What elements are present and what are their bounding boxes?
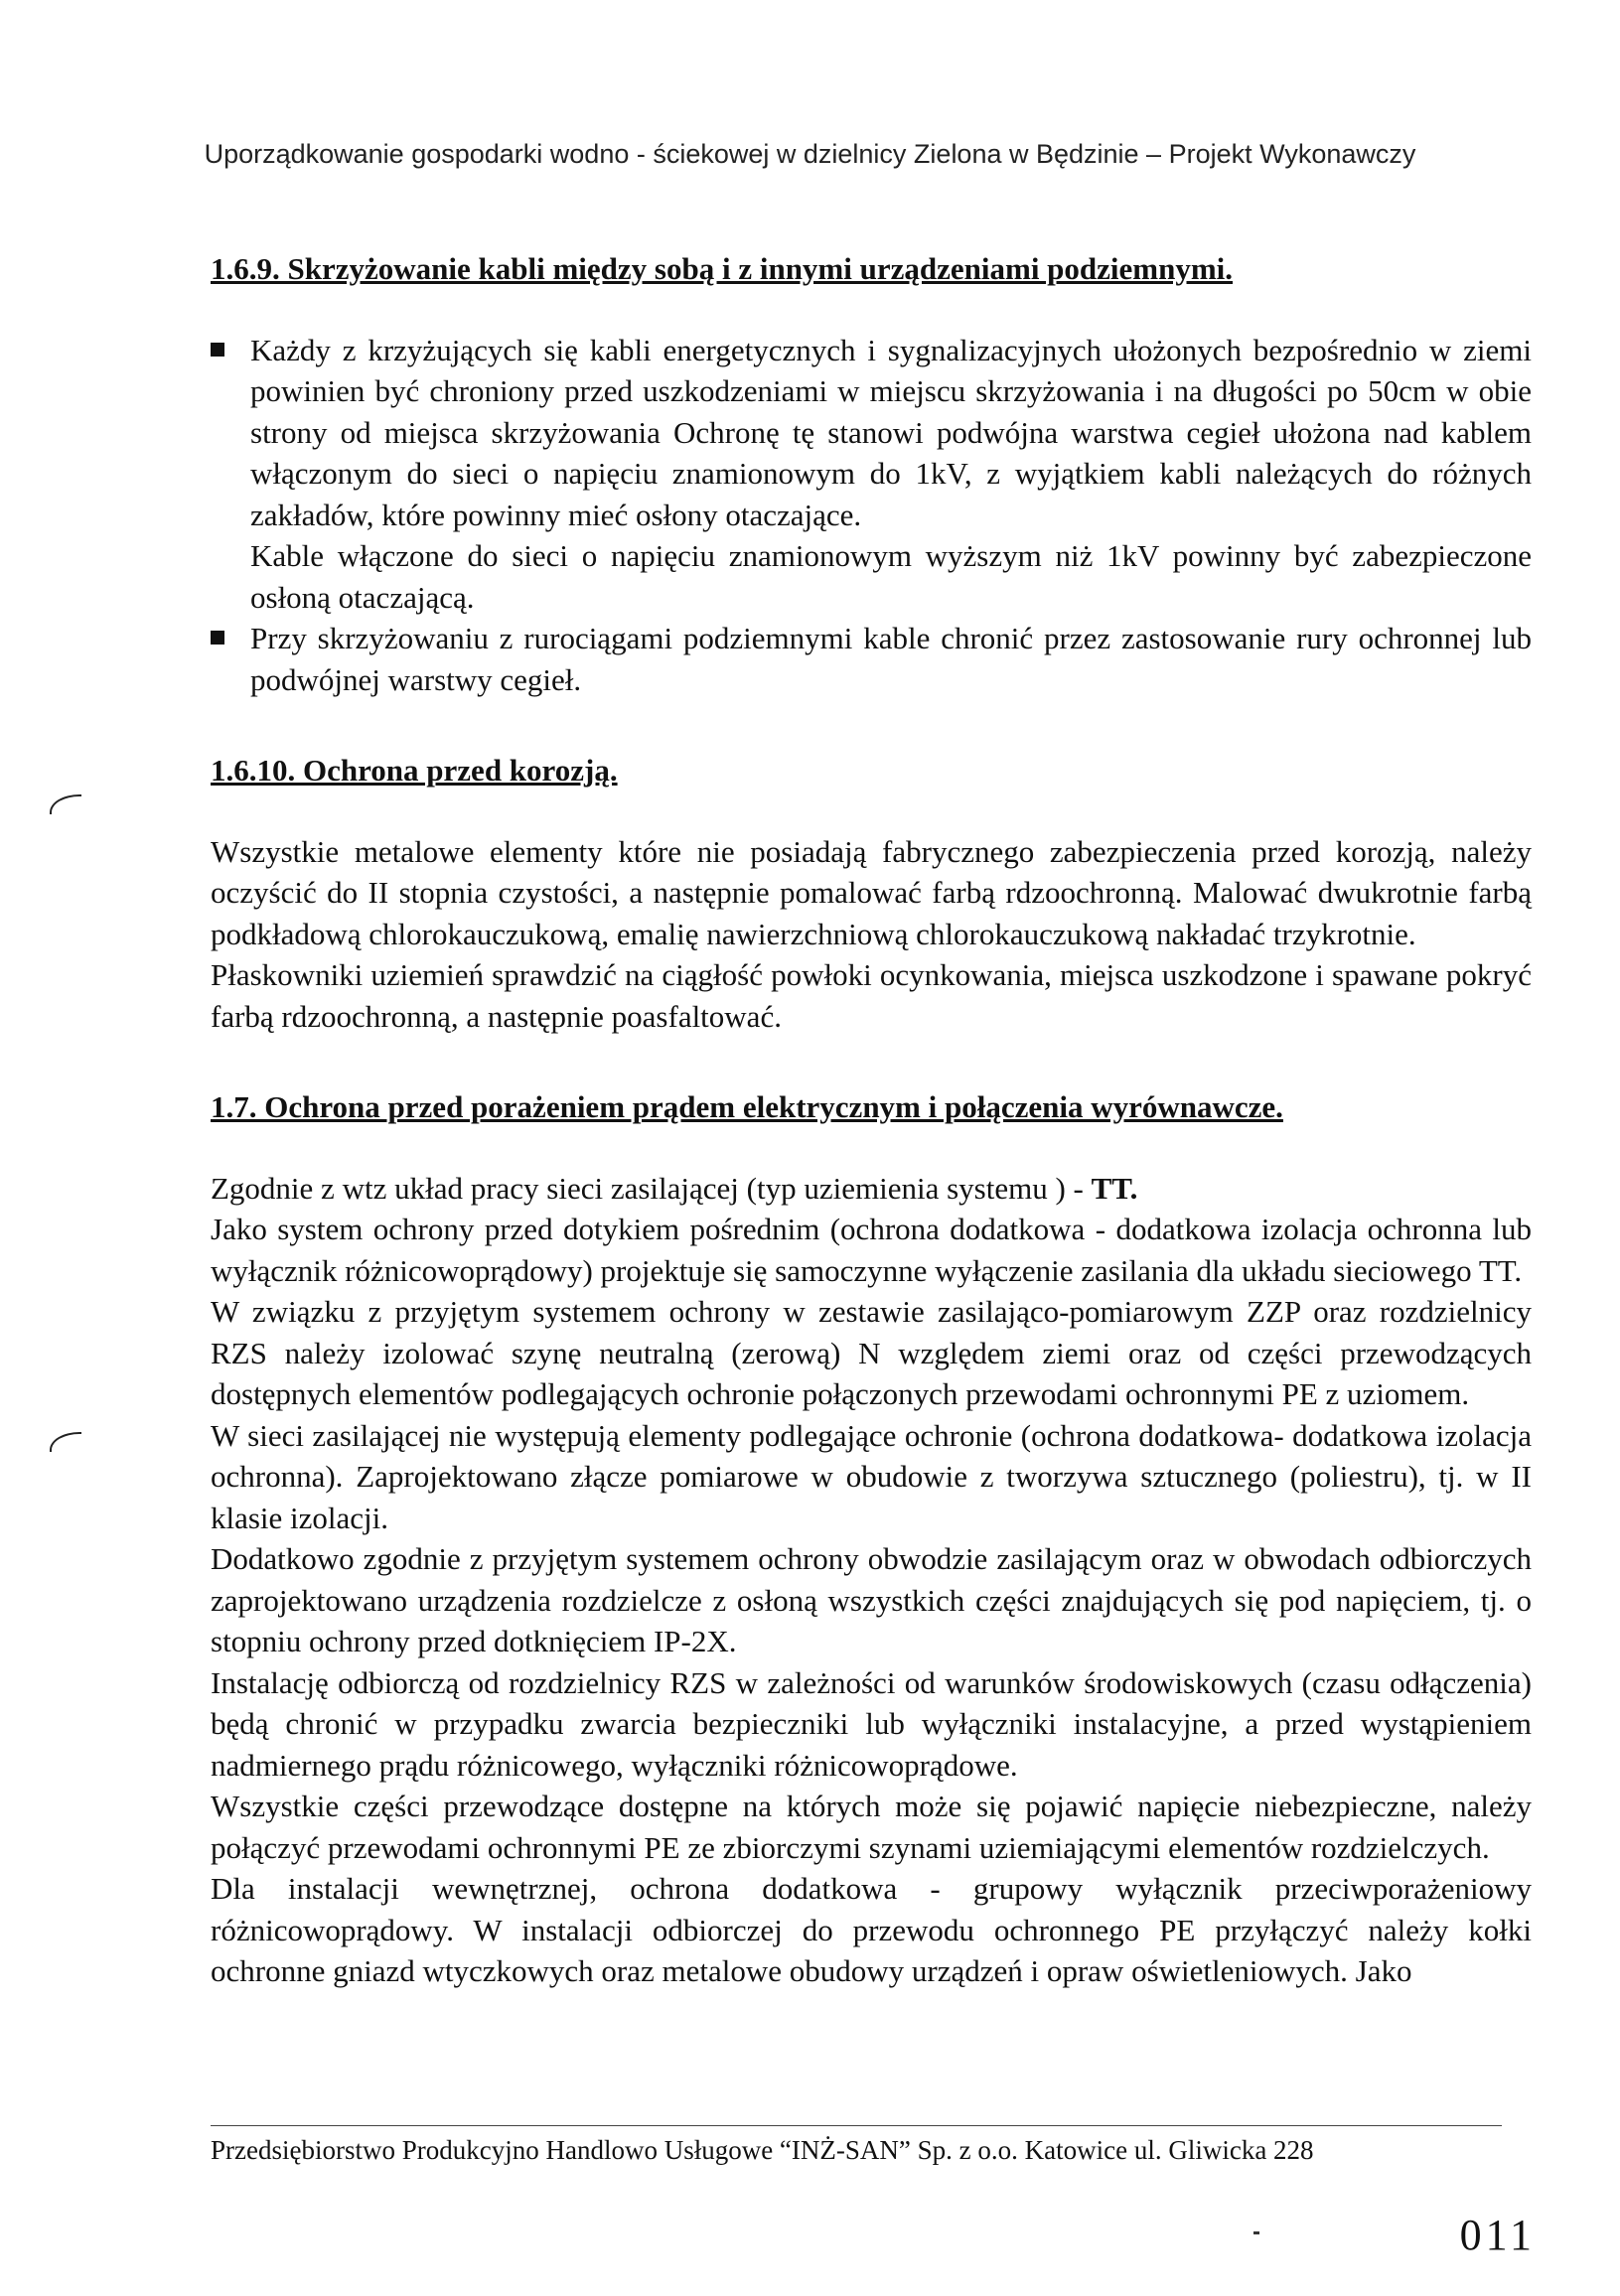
paragraph: W związku z przyjętym systemem ochrony w zestawie zasilająco-pomiarowym ZZP oraz rozdzielnicy RZS należy izolować szynę neutralną (zerową) N względem ziemi oraz od części przewodzących dostępnych elementów podlegających ochronie połączonych przewodami ochronnymi PE z uziomem. — [211, 1294, 1532, 1411]
list-item — [211, 618, 1532, 700]
section-heading: 1.6.9. Skrzyżowanie kabli między sobą i z innymi urządzeniami podziemnymi. — [211, 251, 1234, 286]
paragraph: W sieci zasilającej nie występują elementy podlegające ochronie (ochrona dodatkowa- dodatkowa izolacja ochronna). Zaprojektowano złącze pomiarowe w obudowie z tworzywa sztucznego (poliestru), tj. w II klasie izolacji. — [211, 1417, 1532, 1535]
paragraph: Dodatkowo zgodnie z przyjętym systemem ochrony obwodzie zasilającym oraz w obwodach odbiorczych zaprojektowano urządzenia rozdzielcze z osłoną wszystkich części znajdujących się pod napięciem, tj. o stopniu ochrony przed dotknięciem IP-2X. — [211, 1541, 1532, 1658]
section-heading: 1.7. Ochrona przed porażeniem prądem elektrycznym i połączenia wyrównawcze. — [211, 1089, 1283, 1124]
page-number: 011 — [1459, 2211, 1536, 2259]
paragraph — [211, 1168, 1532, 1210]
square-bullet-icon — [211, 343, 224, 357]
page-mark — [1253, 2231, 1259, 2234]
grounding-type: TT. — [1091, 1170, 1138, 1206]
paragraph: Płaskowniki uziemień sprawdzić na ciągłość powłoki ocynkowania, miejsca uszkodzone i spawane pokryć farbą rdzoochronną, a następnie poasfaltować. — [211, 957, 1532, 1034]
list-item-text: Każdy z krzyżujących się kabli energetycznych i sygnalizacyjnych ułożonych bezpośrednio w ziemi powinien być chroniony przed uszkodzeniami w miejscu skrzyżowania i na długości po 50cm w obie strony od miejsca skrzyżowania Ochronę tę stanowi podwójna warstwa cegieł ułożona nad kablem włączonym do sieci o napięciu znamionowym do 1kV, z wyjątkiem kabli należących do różnych zakładów, które powinny mieć osłony otaczające. — [250, 332, 1532, 532]
list-item-text: Przy skrzyżowaniu z rurociągami podziemnymi kable chronić przez zastosowanie rury ochronnej lub podwójnej warstwy cegieł. — [250, 621, 1532, 697]
paragraph: Instalację odbiorczą od rozdzielnicy RZS w zależności od warunków środowiskowych (czasu odłączenia) będą chronić w przypadku zwarcia bezpieczniki lub wyłączniki instalacyjne, a przed wystąpieniem nadmiernego prądu różnicowego, wyłączniki różnicowoprądowe. — [211, 1664, 1532, 1783]
paragraph: Wszystkie części przewodzące dostępne na których może się pojawić napięcie niebezpieczne, należy połączyć przewodami ochronnymi PE ze zbiorczymi szynami uziemiającymi elementów rozdzielczych. — [211, 1789, 1532, 1865]
footer-divider — [211, 2125, 1502, 2126]
paragraph: Dla instalacji wewnętrznej, ochrona dodatkowa - grupowy wyłącznik przeciwporażeniowy różnicowoprądowy. W instalacji odbiorczej do przewodu ochronnego PE przyłączyć należy kołki ochronne gniazd wtyczkowych oraz metalowe obudowy urządzeń i opraw oświetleniowych. Jako — [211, 1871, 1532, 1988]
section-heading: 1.6.10. Ochrona przed korozją. — [211, 753, 618, 788]
square-bullet-icon — [211, 631, 224, 645]
margin-mark — [50, 794, 81, 814]
footer-company: Przedsiębiorstwo Produkcyjno Handlowo Usługowe “INŻ-SAN” Sp. z o.o. Katowice ul. Gliwicka 228 — [211, 2135, 1314, 2165]
bullet-list — [211, 330, 1532, 701]
document-body — [211, 248, 1532, 1992]
paragraph-text: Zgodnie z wtz układ pracy sieci zasilającej (typ uziemienia systemu ) - — [211, 1170, 1092, 1206]
margin-mark — [50, 1432, 81, 1452]
page-header: Uporządkowanie gospodarki wodno - ściekowej w dzielnicy Zielona w Będzinie – Projekt Wykonawczy — [204, 139, 1416, 169]
paragraph: Jako system ochrony przed dotykiem pośrednim (ochrona dodatkowa - dodatkowa izolacja ochronna lub wyłącznik różnicowoprądowy) projektuje się samoczynne wyłączenie zasilania dla układu sieciowego TT. — [211, 1212, 1532, 1288]
paragraph: Wszystkie metalowe elementy które nie posiadają fabrycznego zabezpieczenia przed korozją, należy oczyścić do II stopnia czystości, a następnie pomalować farbą rdzoochronną. Malować dwukrotnie farbą podkładową chlorokauczukową, emalię nawierzchniową chlorokauczukową nakładać trzykrotnie. — [211, 833, 1532, 951]
list-item — [211, 330, 1532, 619]
list-item-extra-text: Kable włączone do sieci o napięciu znamionowym wyższym niż 1kV powinny być zabezpieczone osłoną otaczającą. — [250, 538, 1532, 615]
